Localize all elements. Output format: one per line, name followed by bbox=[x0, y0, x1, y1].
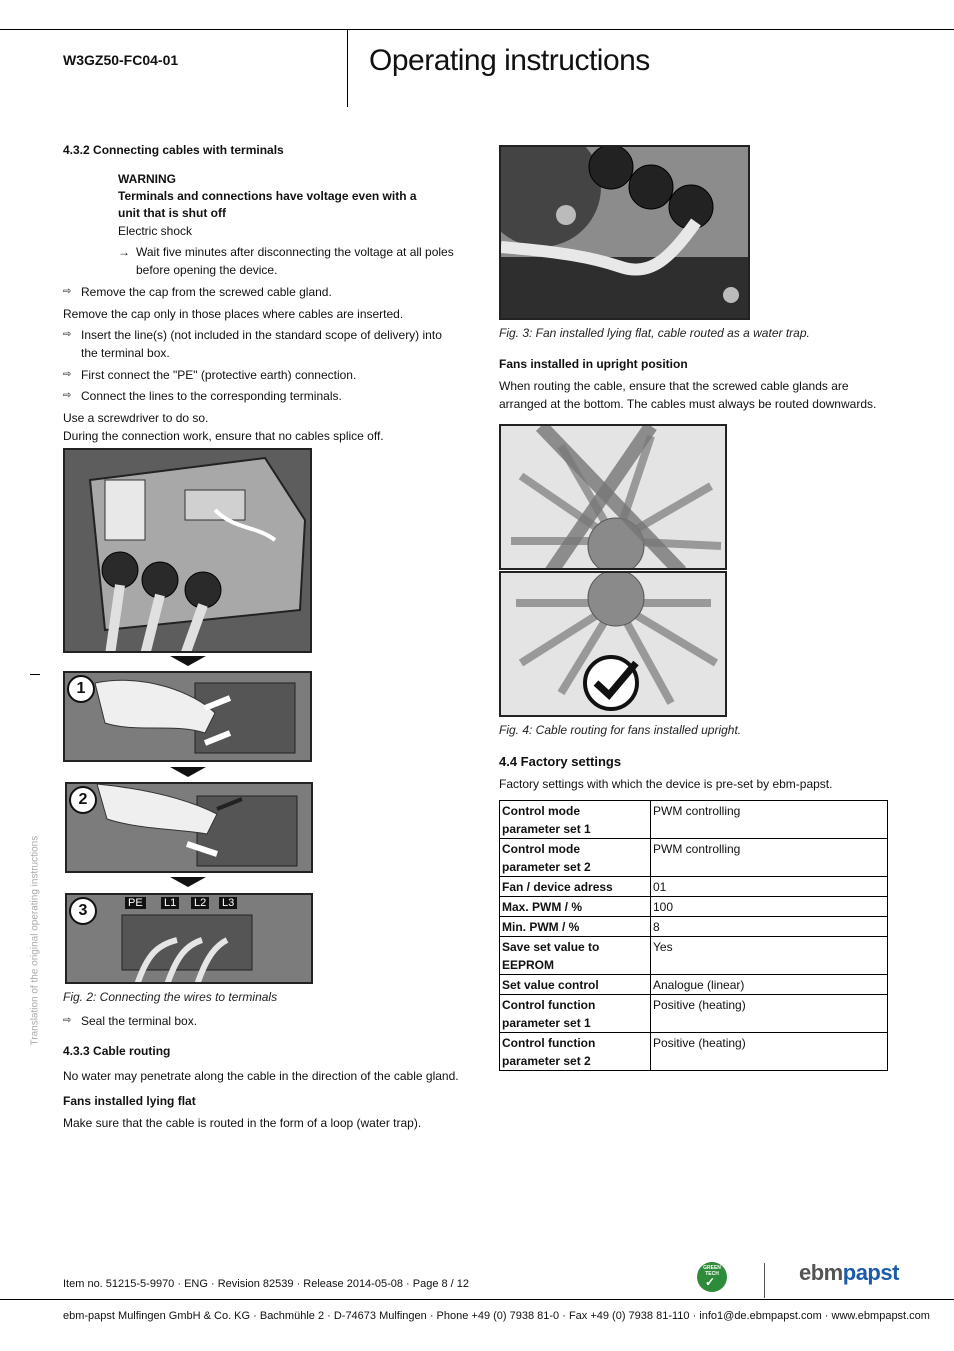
subheading: Fans installed lying flat bbox=[63, 1094, 196, 1108]
section-heading-44: 4.4 Factory settings bbox=[499, 754, 622, 769]
setting-name bbox=[500, 975, 651, 995]
correct-routing-illustration bbox=[499, 571, 727, 717]
step-2-photo bbox=[65, 782, 313, 873]
list-item bbox=[63, 387, 463, 405]
paragraph: No water may penetrate along the cable in the direction of the cable gland. bbox=[63, 1069, 459, 1083]
setting-name-line: parameter set 2 bbox=[502, 1054, 591, 1068]
model-number: W3GZ50-FC04-01 bbox=[63, 52, 179, 68]
footer-rule bbox=[0, 1299, 954, 1300]
list-item bbox=[63, 326, 463, 362]
list-item bbox=[63, 1012, 463, 1030]
warning-line: unit that is shut off bbox=[118, 206, 226, 220]
item-info: Item no. 51215-5-9970 · ENG · Revision 82539 · Release 2014-05-08 · Page 8 / 12 bbox=[63, 1278, 470, 1290]
right-arrow-icon: → bbox=[118, 245, 130, 259]
footer-divider bbox=[764, 1263, 765, 1298]
setting-name-line: Save set value to bbox=[502, 940, 600, 954]
paragraph: Factory settings with which the device is pre-set by ebm-papst. bbox=[499, 777, 833, 791]
setting-value: Yes bbox=[651, 937, 888, 975]
setting-value: PWM controlling bbox=[651, 839, 888, 877]
paragraph: Use a screwdriver to do so. bbox=[63, 411, 209, 425]
warning-title: WARNING bbox=[118, 172, 176, 186]
water-trap-photo bbox=[499, 145, 750, 320]
terminal-label-l2: L2 bbox=[191, 897, 209, 909]
check-icon: ✓ bbox=[705, 1275, 716, 1289]
table-row bbox=[500, 877, 888, 897]
setting-name-line: Fan / device adress bbox=[502, 880, 613, 894]
setting-name bbox=[500, 839, 651, 877]
terminal-label-pe: PE bbox=[125, 897, 146, 909]
step-number-badge: 2 bbox=[69, 786, 97, 814]
setting-name-line: Min. PWM / % bbox=[502, 920, 580, 934]
step-1-illustration bbox=[65, 673, 312, 762]
setting-value: Analogue (linear) bbox=[651, 975, 888, 995]
figure-caption: Fig. 4: Cable routing for fans installed upright. bbox=[499, 723, 742, 737]
paragraph: When routing the cable, ensure that the screwed cable glands are bbox=[499, 379, 849, 393]
step-2-illustration bbox=[67, 784, 313, 873]
section-heading-433: 4.3.3 Cable routing bbox=[63, 1044, 171, 1058]
setting-name-line: Control function bbox=[502, 998, 596, 1012]
step-number-badge: 1 bbox=[67, 675, 95, 703]
setting-name bbox=[500, 1033, 651, 1071]
step-arrow bbox=[170, 767, 206, 777]
greentech-text: GREEN bbox=[703, 1265, 721, 1271]
list-item-text: Remove the cap from the screwed cable gland. bbox=[81, 285, 332, 299]
subheading: Fans installed in upright position bbox=[499, 357, 688, 371]
setting-name bbox=[500, 917, 651, 937]
setting-name-line: parameter set 2 bbox=[502, 860, 591, 874]
paragraph: During the connection work, ensure that no cables splice off. bbox=[63, 429, 384, 443]
warning-hazard: Electric shock bbox=[118, 224, 193, 238]
double-arrow-bullet-icon: ⇨ bbox=[63, 329, 72, 340]
setting-name-line: Control mode bbox=[502, 842, 580, 856]
logo-ebm: ebm bbox=[799, 1260, 843, 1285]
paragraph: Make sure that the cable is routed in the form of a loop (water trap). bbox=[63, 1116, 422, 1130]
list-item-text: Connect the lines to the corresponding terminals. bbox=[81, 389, 342, 403]
setting-name bbox=[500, 801, 651, 839]
setting-value: Positive (heating) bbox=[651, 1033, 888, 1071]
double-arrow-bullet-icon: ⇨ bbox=[63, 369, 72, 380]
list-item bbox=[63, 283, 463, 301]
wrong-routing-diagram bbox=[501, 426, 727, 570]
table-row bbox=[500, 937, 888, 975]
setting-name-line: Control mode bbox=[502, 804, 580, 818]
figure-caption: Fig. 2: Connecting the wires to terminals bbox=[63, 990, 278, 1004]
correct-routing-diagram bbox=[501, 573, 727, 717]
water-trap-illustration bbox=[501, 147, 750, 320]
step-3-illustration bbox=[67, 895, 313, 984]
setting-name-line: Max. PWM / % bbox=[502, 900, 583, 914]
setting-name bbox=[500, 877, 651, 897]
margin-mark bbox=[30, 674, 40, 675]
step-arrow bbox=[170, 656, 206, 666]
step-arrow bbox=[170, 877, 206, 887]
paragraph: Remove the cap only in those places where cables are inserted. bbox=[63, 307, 404, 321]
double-arrow-bullet-icon: ⇨ bbox=[63, 286, 72, 297]
warning-action: Wait five minutes after disconnecting the voltage at all poles bbox=[136, 245, 454, 259]
table-row bbox=[500, 801, 888, 839]
factory-settings-table bbox=[499, 800, 888, 1071]
table-row bbox=[500, 995, 888, 1033]
setting-name-line: parameter set 1 bbox=[502, 1016, 591, 1030]
list-item-text: Seal the terminal box. bbox=[81, 1014, 198, 1028]
step-3-photo bbox=[65, 893, 313, 984]
company-address: ebm-papst Mulfingen GmbH & Co. KG · Bachmühle 2 · D-74673 Mulfingen · Phone +49 (0) 7938 81-0 · Fax +49 (0) 7938 81-110 · info1@de.ebmpapst.com · www.ebmpapst.com bbox=[63, 1310, 930, 1322]
double-arrow-bullet-icon: ⇨ bbox=[63, 390, 72, 401]
greentech-text: TECH bbox=[705, 1271, 719, 1277]
list-item-text: the terminal box. bbox=[81, 346, 170, 360]
step-1-photo bbox=[63, 671, 312, 762]
list-item-text: First connect the "PE" (protective earth) connection. bbox=[81, 368, 357, 382]
ebmpapst-logo bbox=[799, 1260, 899, 1286]
setting-value: 8 bbox=[651, 917, 888, 937]
table-row bbox=[500, 917, 888, 937]
setting-name-line: parameter set 1 bbox=[502, 822, 591, 836]
terminal-label-l1: L1 bbox=[161, 897, 179, 909]
list-item bbox=[63, 366, 463, 384]
warning-line: Terminals and connections have voltage even with a bbox=[118, 189, 417, 203]
setting-value: PWM controlling bbox=[651, 801, 888, 839]
figure-caption: Fig. 3: Fan installed lying flat, cable routed as a water trap. bbox=[499, 326, 810, 340]
wrong-routing-illustration bbox=[499, 424, 727, 570]
header-divider bbox=[347, 29, 348, 107]
setting-name bbox=[500, 937, 651, 975]
setting-name bbox=[500, 995, 651, 1033]
setting-name-line: Control function bbox=[502, 1036, 596, 1050]
greentech-badge bbox=[697, 1262, 727, 1292]
section-heading-432: 4.3.2 Connecting cables with terminals bbox=[63, 143, 284, 157]
warning-action: before opening the device. bbox=[136, 263, 278, 277]
terminal-label-l3: L3 bbox=[219, 897, 237, 909]
setting-name bbox=[500, 897, 651, 917]
table-row bbox=[500, 975, 888, 995]
top-rule bbox=[0, 29, 954, 30]
terminal-box-illustration bbox=[65, 450, 312, 653]
terminal-box-photo bbox=[63, 448, 312, 653]
side-note: Translation of the original operating instructions bbox=[29, 835, 41, 1046]
setting-value: Positive (heating) bbox=[651, 995, 888, 1033]
setting-name-line: Set value control bbox=[502, 978, 599, 992]
page-title: Operating instructions bbox=[369, 44, 650, 77]
setting-value: 100 bbox=[651, 897, 888, 917]
step-number-badge: 3 bbox=[69, 897, 97, 925]
double-arrow-bullet-icon: ⇨ bbox=[63, 1015, 72, 1026]
list-item-text: Insert the line(s) (not included in the standard scope of delivery) into bbox=[81, 328, 442, 342]
table-row bbox=[500, 897, 888, 917]
table-row bbox=[500, 1033, 888, 1071]
setting-value: 01 bbox=[651, 877, 888, 897]
paragraph: arranged at the bottom. The cables must always be routed downwards. bbox=[499, 397, 877, 411]
logo-papst: papst bbox=[842, 1260, 899, 1285]
setting-name-line: EEPROM bbox=[502, 958, 555, 972]
table-row bbox=[500, 839, 888, 877]
